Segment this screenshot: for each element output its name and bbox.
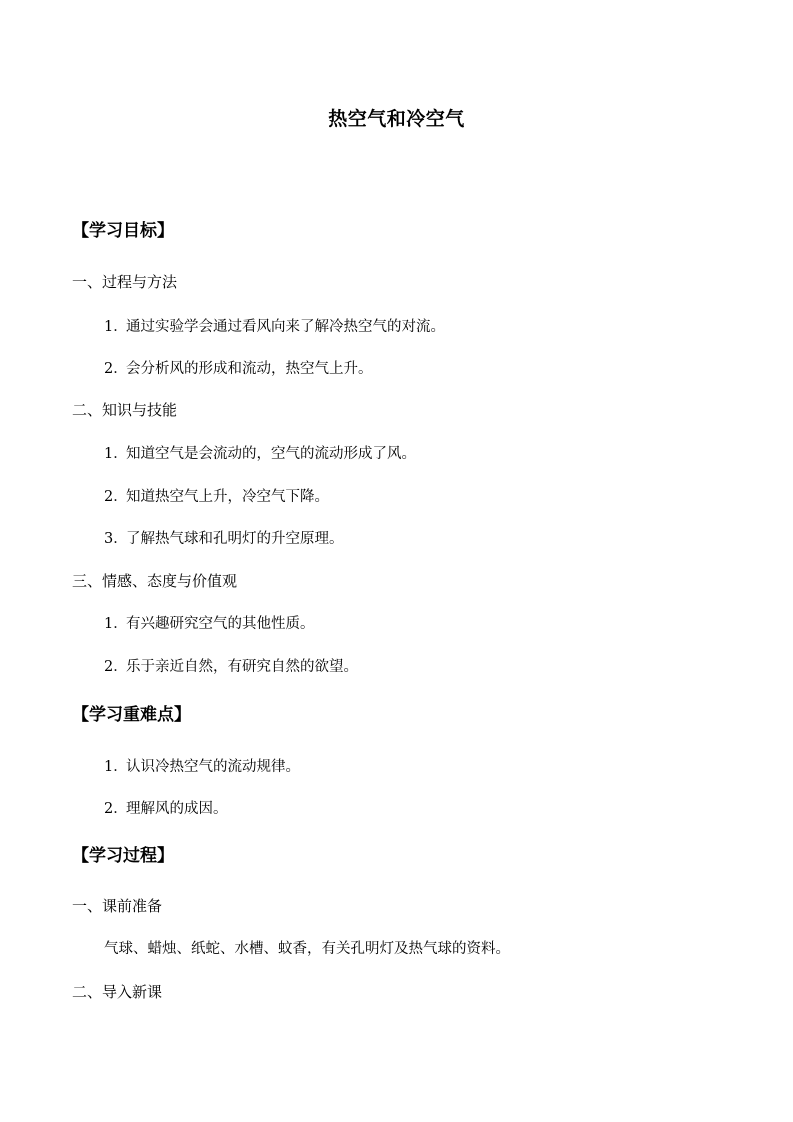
list-item-text: 了解热气球和孔明灯的升空原理。 — [126, 531, 344, 547]
list-item-text: 理解风的成因。 — [126, 801, 228, 817]
list-item — [104, 315, 445, 336]
list-item-text: 有兴趣研究空气的其他性质。 — [126, 616, 315, 632]
list-item — [104, 485, 329, 506]
section-heading-key-points: 【学习重难点】 — [72, 705, 191, 725]
process-group-1-label: 一、课前准备 — [72, 897, 163, 915]
list-item-text: 知道热空气上升，冷空气下降。 — [126, 489, 329, 505]
list-item-number: 3． — [104, 531, 128, 547]
goals-group-3-label: 三、情感、态度与价值观 — [72, 572, 238, 590]
list-item — [104, 755, 300, 776]
list-item-number: 1． — [104, 446, 128, 462]
goals-group-1-label: 一、过程与方法 — [72, 273, 178, 291]
list-item — [104, 612, 315, 633]
list-item-number: 1． — [104, 616, 128, 632]
list-item — [104, 442, 416, 463]
list-item-number: 2． — [104, 489, 128, 505]
section-heading-process: 【学习过程】 — [72, 846, 174, 866]
list-item — [104, 655, 358, 676]
list-item — [104, 357, 373, 378]
materials-paragraph: 气球、蜡烛、纸蛇、水槽、蚊香，有关孔明灯及热气球的资料。 — [104, 941, 510, 957]
document-title: 热空气和冷空气 — [328, 108, 465, 130]
list-item-text: 会分析风的形成和流动，热空气上升。 — [126, 361, 373, 377]
list-item — [104, 527, 344, 548]
list-item-text: 知道空气是会流动的，空气的流动形成了风。 — [126, 446, 416, 462]
list-item-number: 1． — [104, 319, 128, 335]
section-heading-goals: 【学习目标】 — [72, 221, 174, 241]
list-item-text: 通过实验学会通过看风向来了解冷热空气的对流。 — [126, 319, 445, 335]
goals-group-2-label: 二、知识与技能 — [72, 401, 178, 419]
list-item-text: 认识冷热空气的流动规律。 — [126, 759, 300, 775]
list-item-number: 1． — [104, 759, 128, 775]
list-item-number: 2． — [104, 801, 128, 817]
list-item-number: 2． — [104, 361, 128, 377]
list-item-number: 2． — [104, 659, 128, 675]
list-item-text: 乐于亲近自然，有研究自然的欲望。 — [126, 659, 358, 675]
list-item — [104, 797, 228, 818]
process-group-2-label: 二、导入新课 — [72, 983, 163, 1001]
